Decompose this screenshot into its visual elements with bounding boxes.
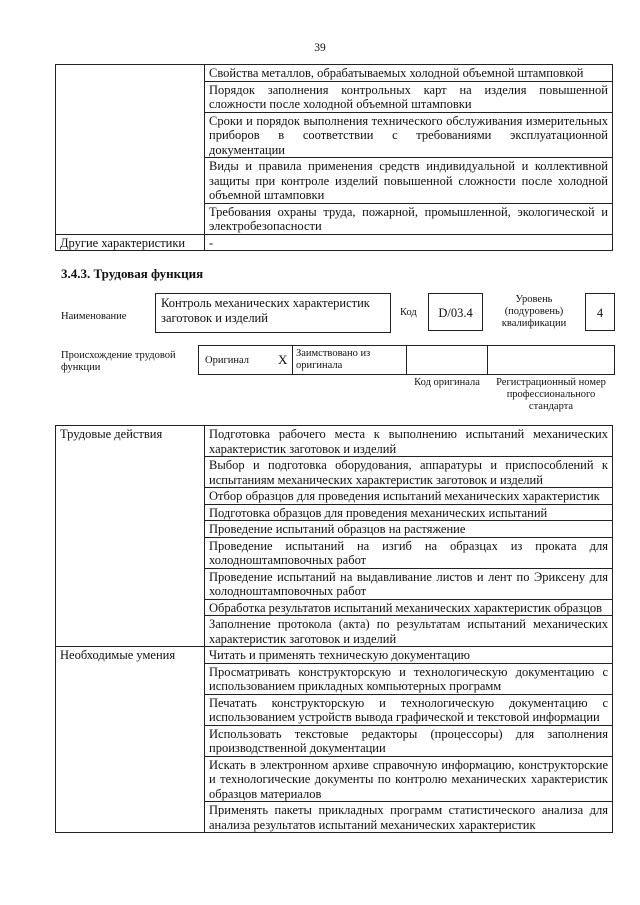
row-value: Обработка результатов испытаний механических характеристик образцов [205,599,613,616]
row-value: Подготовка образцов для проведения механических испытаний [205,504,613,521]
row-value: Использовать текстовые редакторы (процессоры) для заполнения производственной документации [205,725,613,756]
row-value: Порядок заполнения контрольных карт на изделия повышенной сложности после холодной объемной штамповки [205,81,613,112]
row-value: Свойства металлов, обрабатываемых холодной объемной штамповкой [205,65,613,82]
row-label: Трудовые действия [56,426,205,647]
row-value: Печатать конструкторскую и технологическую документацию с использованием устройств вывода графической и текстовой информации [205,694,613,725]
function-name-box: Контроль механических характеристик заготовок и изделий [155,293,391,333]
row-value: Применять пакеты прикладных программ статистического анализа для анализа результатов испытаний механических характеристик [205,802,613,833]
knowledge-table [55,64,613,251]
page-number: 39 [314,42,326,54]
labor-function-table [55,425,613,833]
origin-label: Происхождение трудовой функции [61,350,176,373]
level-label: Уровень (подуровень) квалификации [501,294,567,329]
original-code-cell [406,345,488,375]
borrowed-cell: Заимствовано из оригинала [292,345,407,375]
row-value: Выбор и подготовка оборудования, аппаратуры и приспособлений к испытаниям механических характеристик заготовок и изделий [205,457,613,488]
function-code-box: D/03.4 [428,293,483,331]
name-label: Наименование [61,311,127,322]
row-value: Требования охраны труда, пожарной, промышленной, экологической и электробезопасности [205,203,613,234]
row-value: Отбор образцов для проведения испытаний механических характеристик [205,488,613,505]
table-row [56,426,613,457]
row-value: Проведение испытаний образцов на растяжение [205,521,613,538]
original-label: Оригинал [205,355,249,366]
level-box: 4 [585,293,615,331]
row-value: Виды и правила применения средств индивидуальной и коллективной защиты при контроле изделий повышенной сложности после холодной объемной штамповки [205,158,613,204]
original-mark: X [278,352,288,367]
row-label: Необходимые умения [56,647,205,833]
table-row [56,65,613,82]
table-row [56,234,613,251]
section-title: 3.4.3. Трудовая функция [61,266,204,281]
row-label [56,65,205,235]
row-value: Заполнение протокола (акта) по результатам испытаний механических характеристик заготовок и изделий [205,616,613,647]
row-value: Проведение испытаний на изгиб на образцах из проката для холодноштамповочных работ [205,537,613,568]
row-value: Подготовка рабочего места к выполнению испытаний механических характеристик заготовок и изделий [205,426,613,457]
row-value: Сроки и порядок выполнения технического обслуживания измерительных приборов в соответствии с требованиями эксплуатационной документации [205,112,613,158]
row-label: Другие характеристики [56,234,205,251]
row-value: Просматривать конструкторскую и технологическую документацию с использованием прикладных компьютерных программ [205,663,613,694]
reg-number-cell [487,345,615,375]
original-cell [198,345,293,375]
row-value: Читать и применять техническую документацию [205,647,613,664]
code-label: Код [400,307,417,318]
row-value: - [205,234,613,251]
row-value: Проведение испытаний на выдавливание листов и лент по Эриксену для холодноштамповочных работ [205,568,613,599]
original-code-label: Код оригинала [414,377,480,388]
reg-number-label: Регистрационный номер профессионального стандарта [496,377,606,412]
table-row [56,647,613,664]
row-value: Искать в электронном архиве справочную информацию, конструкторские и технологические документы по контролю механических характеристик образцов материалов [205,756,613,802]
